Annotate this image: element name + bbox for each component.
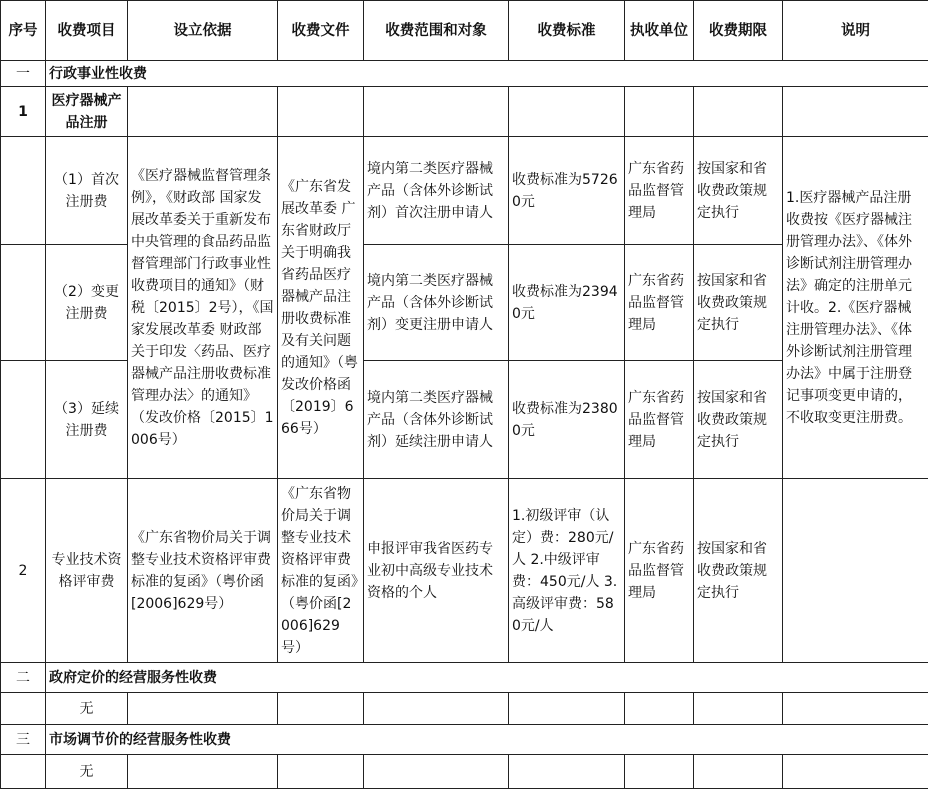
item-row-1 bbox=[1, 87, 928, 137]
standard-cell: 收费标准为23940元 bbox=[509, 245, 625, 361]
section-no: 二 bbox=[1, 663, 46, 693]
header-item: 收费项目 bbox=[46, 1, 128, 61]
scope-cell: 境内第二类医疗器械产品（含体外诊断试剂）首次注册申请人 bbox=[364, 137, 509, 245]
sub-name: （3）延续注册费 bbox=[46, 361, 128, 479]
note-cell: 1.医疗器械产品注册收费按《医疗器械注册管理办法》、《体外诊断试剂注册管理办法》确定的注册单元计收。2.《医疗器械注册管理办法》、《体外诊断试剂注册管理办法》中属于注册登记事项变更申请的，不收取变更注册费。 bbox=[783, 137, 928, 479]
none-label: 无 bbox=[46, 693, 128, 725]
scope-cell: 境内第二类医疗器械产品（含体外诊断试剂）变更注册申请人 bbox=[364, 245, 509, 361]
none-row-1 bbox=[1, 693, 928, 725]
standard-cell: 收费标准为57260元 bbox=[509, 137, 625, 245]
item-row-2 bbox=[1, 479, 928, 663]
file-cell: 《广东省物价局关于调整专业技术资格评审费标准的复函》（粤价函[2006]629号） bbox=[278, 479, 364, 663]
item-name: 医疗器械产品注册 bbox=[46, 87, 128, 137]
basis-cell: 《医疗器械监督管理条例》，《财政部 国家发展改革委关于重新发布中央管理的食品药品监督管理部门行政事业性收费项目的通知》（财税〔2015〕2号），《国家发展改革委 财政部关于印发〈药品、医疗器械产品注册收费标准管理办法〉的通知》（发改价格〔2015〕1006号） bbox=[128, 137, 278, 479]
header-note: 说明 bbox=[783, 1, 928, 61]
period-cell: 按国家和省收费政策规定执行 bbox=[694, 361, 783, 479]
unit-cell: 广东省药品监督管理局 bbox=[625, 137, 694, 245]
sub-name: （1）首次注册费 bbox=[46, 137, 128, 245]
period-cell: 按国家和省收费政策规定执行 bbox=[694, 245, 783, 361]
unit-cell: 广东省药品监督管理局 bbox=[625, 361, 694, 479]
section-no: 三 bbox=[1, 725, 46, 755]
scope-cell: 境内第二类医疗器械产品（含体外诊断试剂）延续注册申请人 bbox=[364, 361, 509, 479]
sub-row-1 bbox=[1, 137, 928, 245]
section-row-3 bbox=[1, 725, 928, 755]
header-period: 收费期限 bbox=[694, 1, 783, 61]
period-cell: 按国家和省收费政策规定执行 bbox=[694, 479, 783, 663]
header-no: 序号 bbox=[1, 1, 46, 61]
header-file: 收费文件 bbox=[278, 1, 364, 61]
scope-cell: 申报评审我省医药专业初中高级专业技术资格的个人 bbox=[364, 479, 509, 663]
section-title: 行政事业性收费 bbox=[46, 61, 928, 87]
item-no: 2 bbox=[1, 479, 46, 663]
section-row-2 bbox=[1, 663, 928, 693]
section-title: 政府定价的经营服务性收费 bbox=[46, 663, 928, 693]
section-no: 一 bbox=[1, 61, 46, 87]
section-row-1 bbox=[1, 61, 928, 87]
none-label: 无 bbox=[46, 755, 128, 789]
period-cell: 按国家和省收费政策规定执行 bbox=[694, 137, 783, 245]
standard-cell: 1.初级评审（认定）费：280元/人 2.中级评审费：450元/人 3.高级评审费：580元/人 bbox=[509, 479, 625, 663]
file-cell: 《广东省发展改革委 广东省财政厅关于明确我省药品医疗器械产品注册收费标准及有关问题的通知》（粤发改价格函〔2019〕666号） bbox=[278, 137, 364, 479]
unit-cell: 广东省药品监督管理局 bbox=[625, 479, 694, 663]
header-row bbox=[1, 1, 928, 61]
header-basis: 设立依据 bbox=[128, 1, 278, 61]
header-scope: 收费范围和对象 bbox=[364, 1, 509, 61]
sub-name: （2）变更注册费 bbox=[46, 245, 128, 361]
header-standard: 收费标准 bbox=[509, 1, 625, 61]
section-title: 市场调节价的经营服务性收费 bbox=[46, 725, 928, 755]
item-name: 专业技术资格评审费 bbox=[46, 479, 128, 663]
unit-cell: 广东省药品监督管理局 bbox=[625, 245, 694, 361]
header-unit: 执收单位 bbox=[625, 1, 694, 61]
item-no: 1 bbox=[1, 87, 46, 137]
none-row-2 bbox=[1, 755, 928, 789]
standard-cell: 收费标准为23800元 bbox=[509, 361, 625, 479]
basis-cell: 《广东省物价局关于调整专业技术资格评审费标准的复函》（粤价函[2006]629号） bbox=[128, 479, 278, 663]
